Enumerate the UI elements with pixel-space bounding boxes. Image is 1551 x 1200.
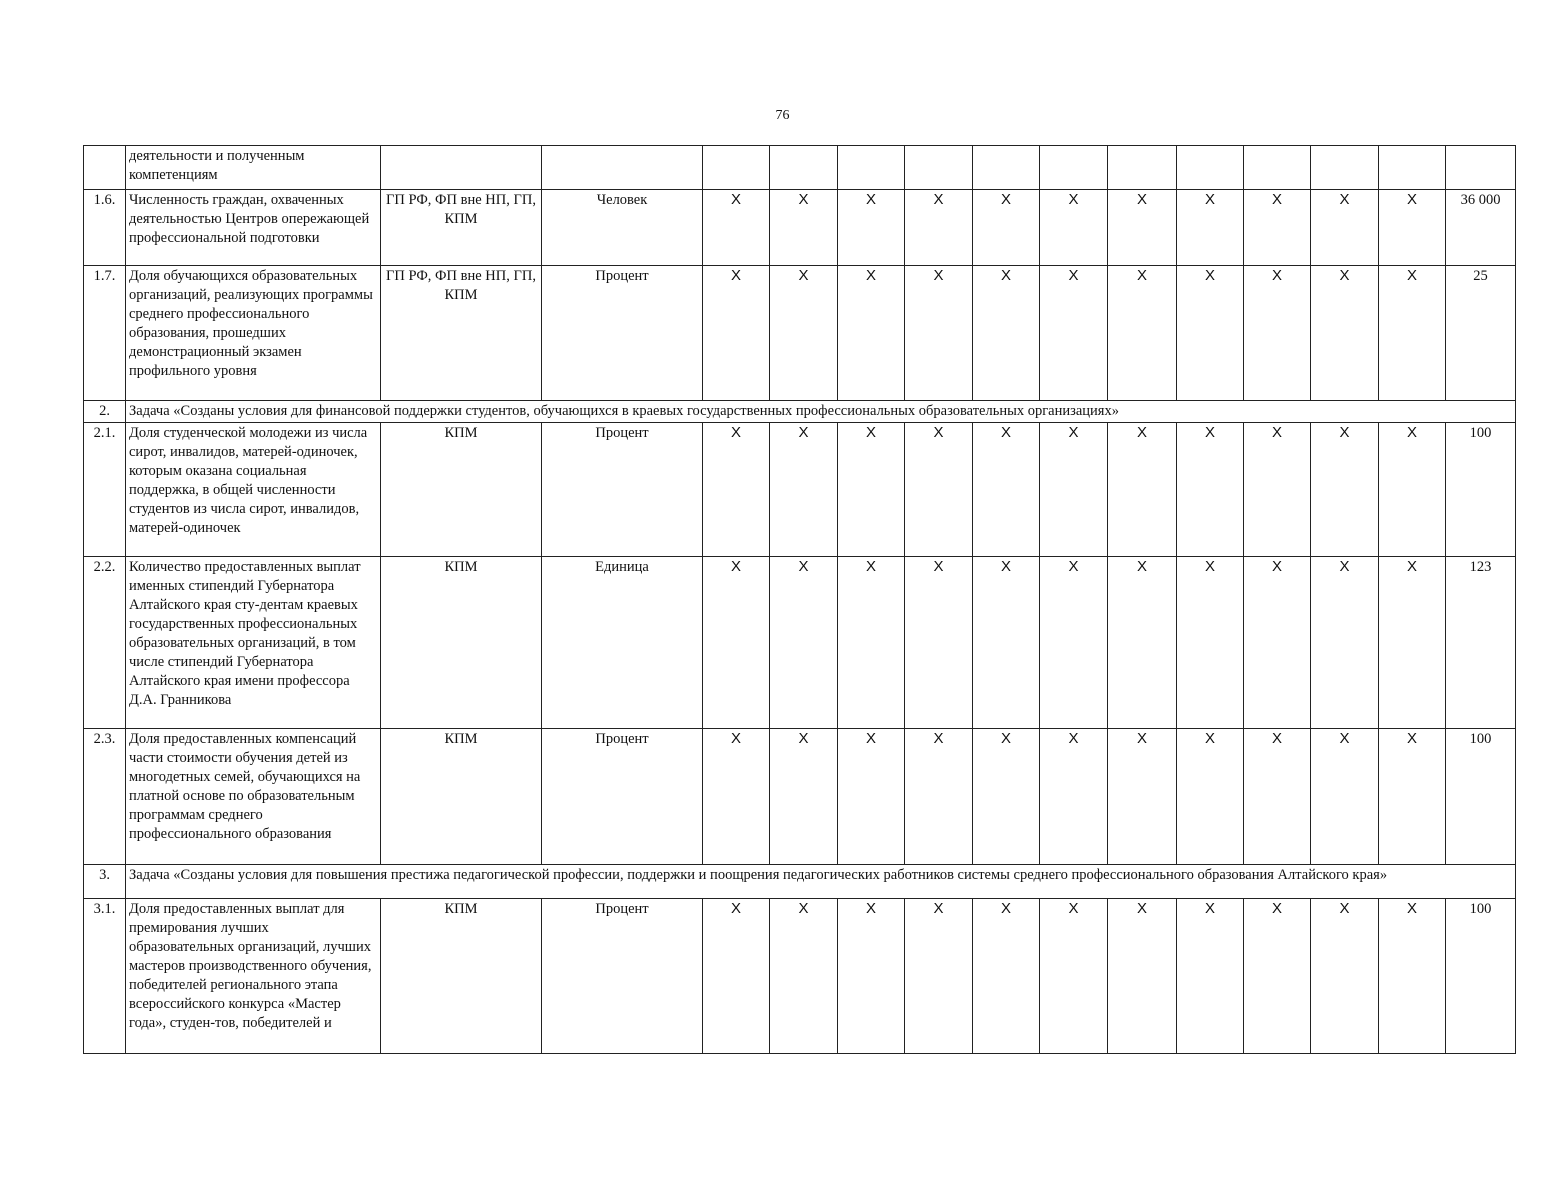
row-number: 3. xyxy=(84,865,126,899)
year-mark-cell xyxy=(1379,899,1446,1054)
year-mark-cell xyxy=(1040,729,1108,865)
x-mark: X xyxy=(1068,424,1079,441)
indicator-source: КПМ xyxy=(381,557,542,729)
x-mark: X xyxy=(730,900,741,917)
x-mark: X xyxy=(1271,558,1282,575)
year-mark-cell xyxy=(1244,146,1311,190)
year-mark-cell xyxy=(1244,190,1311,266)
x-mark: X xyxy=(1068,558,1079,575)
x-mark: X xyxy=(933,558,944,575)
x-mark: X xyxy=(1339,191,1350,208)
year-mark-cell xyxy=(1311,557,1379,729)
row-number: 2.3. xyxy=(84,729,126,865)
year-mark-cell xyxy=(973,557,1040,729)
year-mark-cell xyxy=(1311,423,1379,557)
x-mark: X xyxy=(1339,267,1350,284)
target-value: 36 000 xyxy=(1446,190,1516,266)
year-mark-cell xyxy=(1177,266,1244,401)
year-mark-cell xyxy=(1177,899,1244,1054)
x-mark: X xyxy=(1271,424,1282,441)
year-mark-cell xyxy=(905,146,973,190)
year-mark-cell xyxy=(1244,557,1311,729)
indicator-unit: Процент xyxy=(542,899,703,1054)
year-mark-cell xyxy=(703,557,770,729)
x-mark: X xyxy=(1068,730,1079,747)
year-mark-cell xyxy=(1177,190,1244,266)
year-mark-cell xyxy=(1108,190,1177,266)
year-mark-cell xyxy=(838,899,905,1054)
year-mark-cell xyxy=(770,557,838,729)
year-mark-cell xyxy=(1177,729,1244,865)
year-mark-cell xyxy=(973,266,1040,401)
year-mark-cell xyxy=(770,423,838,557)
year-mark-cell xyxy=(1244,899,1311,1054)
target-value xyxy=(1446,146,1516,190)
x-mark: X xyxy=(1136,191,1147,208)
x-mark: X xyxy=(1136,267,1147,284)
x-mark: X xyxy=(1406,558,1417,575)
year-mark-cell xyxy=(1244,729,1311,865)
indicator-unit: Процент xyxy=(542,266,703,401)
table-row xyxy=(84,423,1516,557)
year-mark-cell xyxy=(703,423,770,557)
task-title: Задача «Созданы условия для повышения престижа педагогической профессии, поддержки и поощрения педагогических работников системы среднего профессионального образования Алтайского края» xyxy=(126,865,1516,899)
year-mark-cell xyxy=(973,146,1040,190)
indicators-table xyxy=(83,145,1516,1054)
x-mark: X xyxy=(1068,191,1079,208)
year-mark-cell xyxy=(973,190,1040,266)
x-mark: X xyxy=(1000,267,1011,284)
year-mark-cell xyxy=(838,557,905,729)
indicator-unit: Единица xyxy=(542,557,703,729)
x-mark: X xyxy=(798,730,809,747)
year-mark-cell xyxy=(1244,423,1311,557)
year-mark-cell xyxy=(1040,190,1108,266)
table-row xyxy=(84,266,1516,401)
year-mark-cell xyxy=(973,899,1040,1054)
indicator-unit: Процент xyxy=(542,423,703,557)
x-mark: X xyxy=(798,267,809,284)
row-number: 1.6. xyxy=(84,190,126,266)
x-mark: X xyxy=(1000,424,1011,441)
year-mark-cell xyxy=(905,899,973,1054)
year-mark-cell xyxy=(1108,146,1177,190)
year-mark-cell xyxy=(1108,266,1177,401)
year-mark-cell xyxy=(1311,729,1379,865)
task-title: Задача «Созданы условия для финансовой поддержки студентов, обучающихся в краевых государственных профессиональных образовательных организациях» xyxy=(126,401,1516,423)
target-value: 25 xyxy=(1446,266,1516,401)
year-mark-cell xyxy=(1379,557,1446,729)
year-mark-cell xyxy=(1379,146,1446,190)
target-value: 100 xyxy=(1446,423,1516,557)
year-mark-cell xyxy=(1379,266,1446,401)
year-mark-cell xyxy=(1177,146,1244,190)
x-mark: X xyxy=(1406,730,1417,747)
year-mark-cell xyxy=(1311,266,1379,401)
target-value: 100 xyxy=(1446,899,1516,1054)
indicator-name: Численность граждан, охваченных деятельностью Центров опережающей профессиональной подготовки xyxy=(126,190,381,266)
x-mark: X xyxy=(1339,900,1350,917)
table-row xyxy=(84,146,1516,190)
x-mark: X xyxy=(865,191,876,208)
year-mark-cell xyxy=(1040,899,1108,1054)
x-mark: X xyxy=(1000,900,1011,917)
year-mark-cell xyxy=(1244,266,1311,401)
x-mark: X xyxy=(1136,424,1147,441)
indicator-source: ГП РФ, ФП вне НП, ГП, КПМ xyxy=(381,190,542,266)
x-mark: X xyxy=(1204,267,1215,284)
year-mark-cell xyxy=(1108,557,1177,729)
x-mark: X xyxy=(1406,424,1417,441)
x-mark: X xyxy=(1000,730,1011,747)
indicator-source: КПМ xyxy=(381,729,542,865)
year-mark-cell xyxy=(1177,423,1244,557)
x-mark: X xyxy=(1204,730,1215,747)
year-mark-cell xyxy=(703,729,770,865)
x-mark: X xyxy=(1271,730,1282,747)
year-mark-cell xyxy=(973,729,1040,865)
x-mark: X xyxy=(933,900,944,917)
indicator-name: Доля предоставленных выплат для премирования лучших образовательных организаций, лучших мастеров производственного обучения, победителей регионального этапа всероссийского конкурса «Мастер года», студен-тов, победителей и xyxy=(126,899,381,1054)
year-mark-cell xyxy=(905,190,973,266)
indicator-source xyxy=(381,146,542,190)
indicator-source: КПМ xyxy=(381,899,542,1054)
x-mark: X xyxy=(798,558,809,575)
year-mark-cell xyxy=(1177,557,1244,729)
year-mark-cell xyxy=(770,729,838,865)
year-mark-cell xyxy=(838,146,905,190)
x-mark: X xyxy=(1406,267,1417,284)
x-mark: X xyxy=(1136,900,1147,917)
year-mark-cell xyxy=(1379,729,1446,865)
x-mark: X xyxy=(798,191,809,208)
x-mark: X xyxy=(1068,900,1079,917)
x-mark: X xyxy=(730,267,741,284)
target-value: 123 xyxy=(1446,557,1516,729)
x-mark: X xyxy=(865,424,876,441)
year-mark-cell xyxy=(703,146,770,190)
row-number: 3.1. xyxy=(84,899,126,1054)
year-mark-cell xyxy=(1311,190,1379,266)
x-mark: X xyxy=(1271,900,1282,917)
indicator-unit: Процент xyxy=(542,729,703,865)
year-mark-cell xyxy=(1108,423,1177,557)
x-mark: X xyxy=(1204,558,1215,575)
x-mark: X xyxy=(933,191,944,208)
x-mark: X xyxy=(1204,191,1215,208)
indicator-name: деятельности и полученным компетенциям xyxy=(126,146,381,190)
indicator-name: Доля студенческой молодежи из числа сирот, инвалидов, матерей-одиночек, которым оказана социальная поддержка, в общей численности студентов из числа сирот, инвалидов, матерей-одиночек xyxy=(126,423,381,557)
year-mark-cell xyxy=(1108,729,1177,865)
row-number: 2.2. xyxy=(84,557,126,729)
page-number: 76 xyxy=(775,108,790,123)
year-mark-cell xyxy=(905,266,973,401)
year-mark-cell xyxy=(838,190,905,266)
row-number: 1.7. xyxy=(84,266,126,401)
target-value: 100 xyxy=(1446,729,1516,865)
year-mark-cell xyxy=(770,146,838,190)
year-mark-cell xyxy=(905,729,973,865)
x-mark: X xyxy=(730,191,741,208)
indicator-name: Доля обучающихся образовательных организаций, реализующих программы среднего профессионального образования, прошедших демонстрационный экзамен профильного уровня xyxy=(126,266,381,401)
year-mark-cell xyxy=(770,266,838,401)
x-mark: X xyxy=(933,267,944,284)
table-row xyxy=(84,899,1516,1054)
x-mark: X xyxy=(1068,267,1079,284)
x-mark: X xyxy=(1339,558,1350,575)
x-mark: X xyxy=(933,730,944,747)
year-mark-cell xyxy=(770,190,838,266)
year-mark-cell xyxy=(1040,146,1108,190)
x-mark: X xyxy=(865,900,876,917)
x-mark: X xyxy=(730,424,741,441)
year-mark-cell xyxy=(838,266,905,401)
x-mark: X xyxy=(865,730,876,747)
x-mark: X xyxy=(865,558,876,575)
x-mark: X xyxy=(1271,191,1282,208)
year-mark-cell xyxy=(703,899,770,1054)
indicator-source: ГП РФ, ФП вне НП, ГП, КПМ xyxy=(381,266,542,401)
x-mark: X xyxy=(1339,424,1350,441)
task-row xyxy=(84,401,1516,423)
x-mark: X xyxy=(730,558,741,575)
x-mark: X xyxy=(1406,191,1417,208)
x-mark: X xyxy=(1136,558,1147,575)
year-mark-cell xyxy=(1311,146,1379,190)
year-mark-cell xyxy=(1379,190,1446,266)
year-mark-cell xyxy=(703,190,770,266)
x-mark: X xyxy=(1406,900,1417,917)
year-mark-cell xyxy=(838,423,905,557)
indicator-unit: Человек xyxy=(542,190,703,266)
indicator-unit xyxy=(542,146,703,190)
x-mark: X xyxy=(1136,730,1147,747)
x-mark: X xyxy=(1000,558,1011,575)
indicator-name: Количество предоставленных выплат именных стипендий Губернатора Алтайского края сту-дентам краевых государственных профессиональных образовательных организаций, в том числе стипендий Губернатора Алтайского края имени профессора Д.А. Гранникова xyxy=(126,557,381,729)
year-mark-cell xyxy=(1108,899,1177,1054)
year-mark-cell xyxy=(1040,423,1108,557)
year-mark-cell xyxy=(770,899,838,1054)
task-row xyxy=(84,865,1516,899)
x-mark: X xyxy=(1339,730,1350,747)
year-mark-cell xyxy=(1040,557,1108,729)
year-mark-cell xyxy=(703,266,770,401)
year-mark-cell xyxy=(1379,423,1446,557)
x-mark: X xyxy=(1204,424,1215,441)
table-row xyxy=(84,557,1516,729)
x-mark: X xyxy=(798,900,809,917)
year-mark-cell xyxy=(1311,899,1379,1054)
table-row xyxy=(84,190,1516,266)
indicator-name: Доля предоставленных компенсаций части стоимости обучения детей из многодетных семей, обучающихся на платной основе по образовательным программам среднего профессионального образования xyxy=(126,729,381,865)
x-mark: X xyxy=(1204,900,1215,917)
x-mark: X xyxy=(865,267,876,284)
x-mark: X xyxy=(730,730,741,747)
x-mark: X xyxy=(1000,191,1011,208)
year-mark-cell xyxy=(838,729,905,865)
row-number: 2.1. xyxy=(84,423,126,557)
year-mark-cell xyxy=(1040,266,1108,401)
year-mark-cell xyxy=(973,423,1040,557)
indicator-source: КПМ xyxy=(381,423,542,557)
row-number xyxy=(84,146,126,190)
year-mark-cell xyxy=(905,423,973,557)
year-mark-cell xyxy=(905,557,973,729)
x-mark: X xyxy=(798,424,809,441)
table-row xyxy=(84,729,1516,865)
row-number: 2. xyxy=(84,401,126,423)
x-mark: X xyxy=(1271,267,1282,284)
x-mark: X xyxy=(933,424,944,441)
